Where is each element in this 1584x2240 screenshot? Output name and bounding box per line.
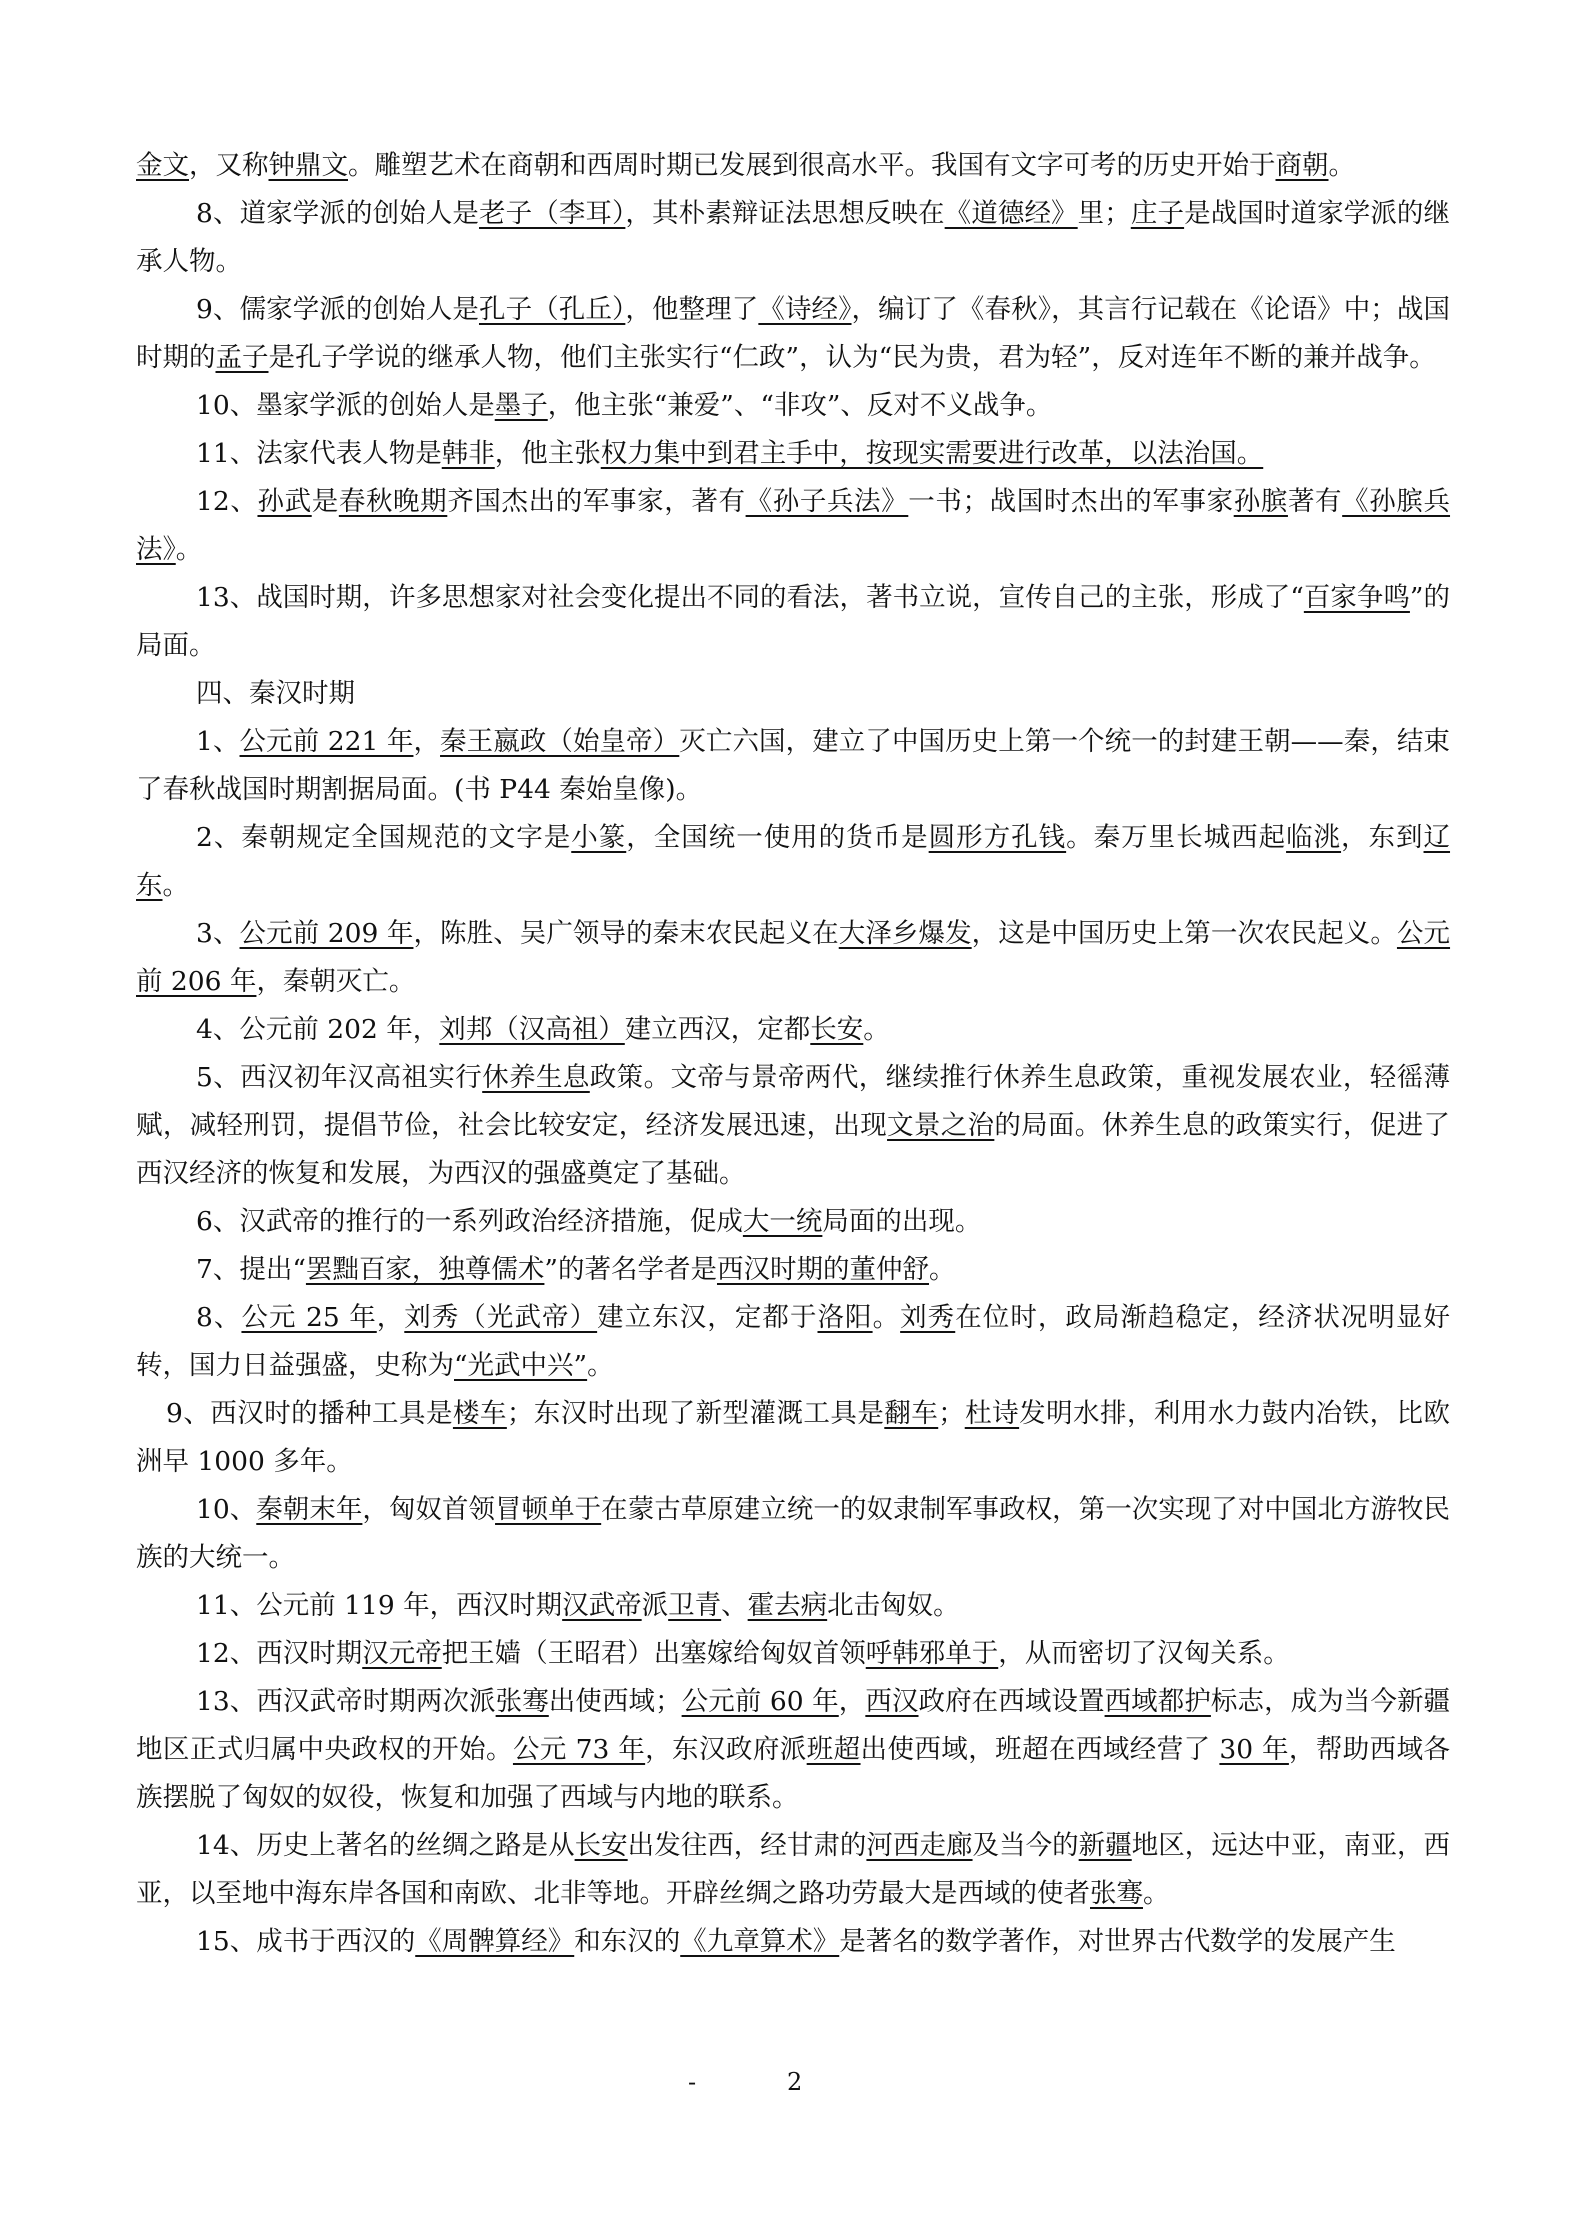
paragraph — [136, 910, 1450, 1006]
text-run: 。秦万里长城西起 — [1066, 822, 1287, 853]
text-run: ，东汉政府派 — [645, 1734, 807, 1765]
underlined-answer: 秦王嬴政（始皇帝） — [440, 726, 680, 757]
paragraph — [136, 478, 1450, 574]
page-footer — [0, 2068, 1584, 2108]
underlined-answer: 河西走廊 — [866, 1830, 973, 1861]
underlined-answer: 张骞 — [1090, 1878, 1143, 1909]
text-run: 。 — [587, 1350, 614, 1381]
underlined-answer: 钟鼎文 — [268, 150, 348, 181]
text-run: ，东到 — [1341, 822, 1424, 853]
underlined-answer: 公元 73 年 — [512, 1734, 646, 1765]
text-run: ， — [376, 1302, 405, 1333]
underlined-answer: 刘秀（光武帝） — [404, 1302, 598, 1333]
text-run: ，又称 — [189, 150, 269, 181]
underlined-answer: 长安 — [810, 1014, 864, 1045]
text-run: 。 — [175, 534, 203, 565]
text-run: 政策。文帝与景帝两代，继续推行休养生息政策，重视发展农业，轻徭薄赋，减轻刑罚，提倡节俭，社会比较安定，经济发展迅速，出现 — [136, 1062, 1450, 1141]
underlined-answer: 孙膑 — [1233, 486, 1288, 517]
text-run: 。 — [863, 1014, 890, 1045]
paragraph — [136, 1294, 1450, 1390]
text-run: ，他整理了 — [625, 294, 759, 325]
text-run: 北击匈奴。 — [827, 1590, 960, 1621]
paragraph — [136, 670, 1450, 718]
text-run: 建立西汉，定都 — [624, 1014, 811, 1045]
text-run: 10、 — [196, 1494, 257, 1525]
text-run: 局面的出现。 — [822, 1206, 982, 1237]
paragraph — [136, 430, 1450, 478]
text-run: 发明水排，利用水力鼓内冶铁，比欧洲早 1000 多年。 — [136, 1398, 1451, 1477]
text-run: ，这是中国历史上第一次农民起义。 — [971, 918, 1397, 949]
text-run: ，匈奴首领 — [362, 1494, 496, 1525]
text-run: 。雕塑艺术在商朝和西周时期已发展到很高水平。我国有文字可考的历史开始于 — [348, 150, 1276, 181]
underlined-answer: 小篆 — [571, 822, 627, 853]
text-run: ，秦朝灭亡。 — [256, 966, 416, 997]
text-run: 是战国时道家学派的继承人物。 — [136, 198, 1451, 277]
text-run: 灭亡六国，建立了中国历史上第一个统一的封建王朝——秦，结束了春秋战国时期割据局面。(书 P44 秦始皇像)。 — [136, 726, 1451, 805]
underlined-answer: 商朝 — [1275, 150, 1329, 181]
underlined-answer: 圆形方孔钱 — [928, 822, 1067, 853]
text-run: 5、西汉初年汉高祖实行 — [196, 1062, 483, 1093]
paragraph — [136, 286, 1450, 382]
paragraph — [136, 1486, 1450, 1582]
text-run: 10、墨家学派的创始人是 — [196, 390, 495, 421]
text-run: 7、提出“ — [196, 1254, 306, 1285]
underlined-answer: 《孙子兵法》 — [745, 486, 909, 517]
underlined-answer: 《道德经》 — [944, 198, 1078, 229]
text-run: 9、儒家学派的创始人是 — [196, 294, 479, 325]
text-run: 12、 — [196, 486, 258, 517]
text-run: ，陈胜、吴广领导的秦末农民起义在 — [413, 918, 839, 949]
text-run: 在位时，政局渐趋稳定，经济状况明显好转，国力日益强盛，史称为 — [136, 1302, 1451, 1381]
underlined-answer: 百家争鸣 — [1303, 582, 1410, 613]
text-run: 15、成书于西汉的 — [196, 1926, 416, 1957]
text-run: ， — [838, 1686, 866, 1717]
paragraph — [136, 1054, 1450, 1198]
paragraph — [136, 190, 1450, 286]
text-run: ”的局面。 — [136, 582, 1450, 661]
text-run: 把王嫱（王昭君）出塞嫁给匈奴首领 — [441, 1638, 866, 1669]
text-run: ，全国统一使用的货币是 — [626, 822, 929, 853]
text-run: 1、 — [196, 726, 240, 757]
text-run: 是 — [311, 486, 339, 517]
page-number: 2 — [787, 2068, 803, 2096]
underlined-answer: 卫青 — [668, 1590, 722, 1621]
underlined-answer: 临洮 — [1286, 822, 1342, 853]
paragraph — [136, 1630, 1450, 1678]
underlined-answer: 张骞 — [495, 1686, 549, 1717]
text-run: ，帮助西域各族摆脱了匈奴的奴役，恢复和加强了西域与内地的联系。 — [136, 1734, 1451, 1813]
text-run: 13、战国时期，许多思想家对社会变化提出不同的看法，著书立说，宣传自己的主张，形成了“ — [196, 582, 1304, 613]
underlined-answer: 大一统 — [742, 1206, 823, 1237]
text-run: ， — [413, 726, 441, 757]
text-run: 11、法家代表人物是 — [196, 438, 442, 469]
text-run: 、 — [721, 1590, 748, 1621]
text-run: 14、历史上著名的丝绸之路是从 — [196, 1830, 575, 1861]
underlined-answer: 大泽乡爆发 — [838, 918, 972, 949]
underlined-answer: 刘邦（汉高祖） — [439, 1014, 625, 1045]
underlined-answer: 30 年 — [1219, 1734, 1289, 1765]
underlined-answer: 韩非 — [441, 438, 495, 469]
underlined-answer: 汉武帝 — [562, 1590, 642, 1621]
text-run: 是孔子学说的继承人物，他们主张实行“仁政”，认为“民为贵，君为轻”，反对连年不断的兼并战争。 — [268, 342, 1436, 373]
text-run: 著有 — [1287, 486, 1343, 517]
paragraph — [136, 1198, 1450, 1246]
text-run: 3、 — [196, 918, 240, 949]
text-run: 齐国杰出的军事家，著有 — [447, 486, 746, 517]
text-run: 四、秦汉时期 — [196, 678, 355, 709]
text-run: 里； — [1077, 198, 1131, 229]
underlined-answer: 公元前 60 年 — [681, 1686, 839, 1717]
text-run: ，编订了《春秋》，其言行记载在《论语》中；战国时期的 — [136, 294, 1450, 373]
text-run: ，他主张 — [494, 438, 601, 469]
text-run: 13、西汉武帝时期两次派 — [196, 1686, 496, 1717]
underlined-answer: 辽东 — [136, 822, 1451, 901]
underlined-answer: 霍去病 — [747, 1590, 828, 1621]
text-run: 建立东汉，定都于 — [597, 1302, 818, 1333]
underlined-answer: 汉元帝 — [362, 1638, 442, 1669]
underlined-answer: 《九章算术》 — [680, 1926, 840, 1957]
text-run: 政府在西域设置 — [918, 1686, 1105, 1717]
paragraph — [136, 142, 1450, 190]
underlined-answer: 西汉 — [865, 1686, 919, 1717]
paragraph — [136, 1822, 1450, 1918]
underlined-answer: 文景之治 — [887, 1110, 995, 1141]
underlined-answer: 冒顿单于 — [495, 1494, 602, 1525]
underlined-answer: 公元 25 年 — [241, 1302, 377, 1333]
text-run: 4、公元前 202 年， — [196, 1014, 440, 1045]
underlined-answer: 新疆 — [1078, 1830, 1132, 1861]
footer-dash: - — [688, 2068, 697, 2096]
underlined-answer: 老子（李耳） — [479, 198, 626, 229]
paragraph — [136, 1582, 1450, 1630]
paragraph — [136, 1390, 1450, 1486]
underlined-answer: 西域都护 — [1104, 1686, 1211, 1717]
paragraph — [136, 718, 1450, 814]
text-run: 地区，远达中亚，南亚，西亚，以至地中海东岸各国和南欧、北非等地。开辟丝绸之路功劳最大是西域的使者 — [136, 1830, 1451, 1909]
underlined-answer: 秦朝末年 — [256, 1494, 363, 1525]
text-run: 标志，成为当今新疆地区正式归属中央政权的开始。 — [136, 1686, 1451, 1765]
text-run: 9、西汉时的播种工具是 — [166, 1398, 453, 1429]
text-run: ，从而密切了汉匈关系。 — [998, 1638, 1290, 1669]
text-run: 的局面。休养生息的政策实行，促进了西汉经济的恢复和发展，为西汉的强盛奠定了基础。 — [136, 1110, 1451, 1189]
text-run: 。 — [1143, 1878, 1170, 1909]
text-run: 12、西汉时期 — [196, 1638, 363, 1669]
paragraph — [136, 1006, 1450, 1054]
paragraph — [136, 1246, 1450, 1294]
text-run: 11、公元前 119 年，西汉时期 — [196, 1590, 563, 1621]
underlined-answer: 《诗经》 — [758, 294, 852, 325]
underlined-answer: 金文 — [136, 150, 189, 181]
underlined-answer: 孙武 — [257, 486, 312, 517]
underlined-answer: 《周髀算经》 — [415, 1926, 575, 1957]
underlined-answer: 杜诗 — [964, 1398, 1020, 1429]
text-run: ，他主张“兼爱”、“非攻”、反对不义战争。 — [547, 390, 1053, 421]
text-run: 出使西域； — [548, 1686, 682, 1717]
underlined-answer: 《孙膑兵法》 — [136, 486, 1451, 565]
text-run: ，其朴素辩证法思想反映在 — [625, 198, 945, 229]
underlined-answer: 权力集中到君主手中，按现实需要进行改革，以法治国。 — [600, 438, 1264, 469]
document-body — [136, 142, 1450, 1966]
text-run: 。 — [872, 1302, 901, 1333]
underlined-answer: 西汉时期的董仲舒 — [716, 1254, 929, 1285]
underlined-answer: 刘秀 — [900, 1302, 956, 1333]
paragraph — [136, 1678, 1450, 1822]
paragraph — [136, 814, 1450, 910]
text-run: ”的著名学者是 — [544, 1254, 717, 1285]
underlined-answer: 庄子 — [1130, 198, 1185, 229]
underlined-answer: 公元前 221 年 — [239, 726, 414, 757]
text-run: 8、道家学派的创始人是 — [196, 198, 480, 229]
text-run: 及当今的 — [972, 1830, 1079, 1861]
underlined-answer: 休养生息 — [482, 1062, 590, 1093]
text-run: 2、秦朝规定全国规范的文字是 — [196, 822, 572, 853]
text-run: ； — [938, 1398, 965, 1429]
underlined-answer: 公元前 209 年 — [239, 918, 414, 949]
text-run: 出使西域，班超在西域经营了 — [860, 1734, 1220, 1765]
underlined-answer: 翻车 — [884, 1398, 939, 1429]
text-run: 出发往西，经甘肃的 — [627, 1830, 867, 1861]
text-run: 和东汉的 — [574, 1926, 681, 1957]
underlined-answer: 班超 — [806, 1734, 861, 1765]
text-run: 在蒙古草原建立统一的奴隶制军事政权，第一次实现了对中国北方游牧民族的大统一。 — [136, 1494, 1451, 1573]
underlined-answer: “光武中兴” — [454, 1350, 588, 1381]
underlined-answer: 墨子 — [494, 390, 548, 421]
text-run: 。 — [1328, 150, 1355, 181]
text-run: 8、 — [196, 1302, 242, 1333]
text-run: 一书；战国时杰出的军事家 — [908, 486, 1234, 517]
paragraph — [136, 1918, 1450, 1966]
underlined-answer: 春秋晚期 — [338, 486, 448, 517]
underlined-answer: 呼韩邪单于 — [865, 1638, 999, 1669]
underlined-answer: 楼车 — [452, 1398, 507, 1429]
text-run: 6、汉武帝的推行的一系列政治经济措施，促成 — [196, 1206, 743, 1237]
text-run: 。 — [928, 1254, 956, 1285]
underlined-answer: 长安 — [574, 1830, 628, 1861]
text-run: 派 — [641, 1590, 669, 1621]
paragraph — [136, 382, 1450, 430]
underlined-answer: 罢黜百家，独尊儒术 — [305, 1254, 545, 1285]
text-run: ；东汉时出现了新型灌溉工具是 — [506, 1398, 885, 1429]
underlined-answer: 洛阳 — [817, 1302, 873, 1333]
underlined-answer: 公元前 206 年 — [136, 918, 1451, 997]
underlined-answer: 孔子（孔丘） — [478, 294, 626, 325]
underlined-answer: 孟子 — [215, 342, 269, 373]
text-run: 是著名的数学著作，对世界古代数学的发展产生 — [839, 1926, 1396, 1957]
text-run: 。 — [162, 870, 189, 901]
paragraph — [136, 574, 1450, 670]
